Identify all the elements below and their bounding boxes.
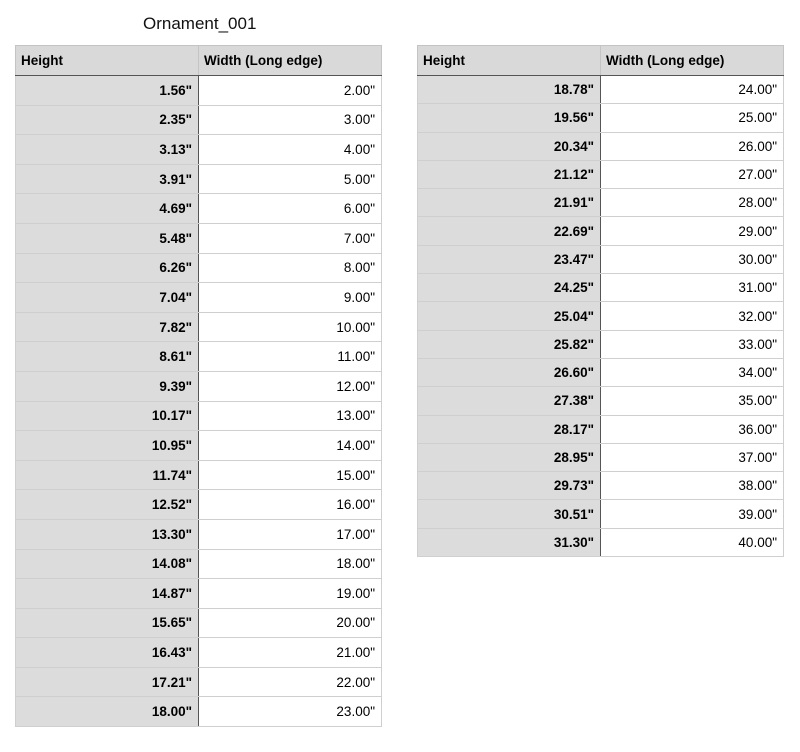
height-cell[interactable]: 25.82" bbox=[418, 330, 601, 358]
table-row bbox=[418, 104, 784, 132]
document-title: Ornament_001 bbox=[143, 14, 257, 33]
table-row bbox=[16, 312, 382, 342]
table-header-row bbox=[16, 46, 382, 76]
table-row bbox=[418, 274, 784, 302]
width-cell[interactable]: 13.00" bbox=[199, 401, 382, 431]
width-cell[interactable]: 40.00" bbox=[601, 528, 784, 556]
width-cell[interactable]: 38.00" bbox=[601, 472, 784, 500]
table-row bbox=[16, 579, 382, 609]
table-row bbox=[16, 697, 382, 727]
width-cell[interactable]: 20.00" bbox=[199, 608, 382, 638]
width-cell[interactable]: 23.00" bbox=[199, 697, 382, 727]
width-cell[interactable]: 19.00" bbox=[199, 579, 382, 609]
width-cell[interactable]: 8.00" bbox=[199, 253, 382, 283]
table-body-left bbox=[16, 76, 382, 727]
table-row bbox=[418, 189, 784, 217]
height-cell[interactable]: 15.65" bbox=[16, 608, 199, 638]
width-cell[interactable]: 10.00" bbox=[199, 312, 382, 342]
height-cell[interactable]: 9.39" bbox=[16, 371, 199, 401]
height-cell[interactable]: 4.69" bbox=[16, 194, 199, 224]
table-row bbox=[418, 245, 784, 273]
height-cell[interactable]: 25.04" bbox=[418, 302, 601, 330]
height-cell[interactable]: 5.48" bbox=[16, 223, 199, 253]
table-row bbox=[418, 387, 784, 415]
width-cell[interactable]: 33.00" bbox=[601, 330, 784, 358]
table-header-row bbox=[418, 46, 784, 76]
width-cell[interactable]: 24.00" bbox=[601, 76, 784, 104]
table-row bbox=[16, 76, 382, 106]
width-cell[interactable]: 15.00" bbox=[199, 460, 382, 490]
height-cell[interactable]: 22.69" bbox=[418, 217, 601, 245]
width-cell[interactable]: 9.00" bbox=[199, 283, 382, 313]
table-row bbox=[418, 160, 784, 188]
width-column-header[interactable]: Width (Long edge) bbox=[601, 46, 784, 76]
width-column-header[interactable]: Width (Long edge) bbox=[199, 46, 382, 76]
height-cell[interactable]: 19.56" bbox=[418, 104, 601, 132]
height-cell[interactable]: 21.12" bbox=[418, 160, 601, 188]
height-cell[interactable]: 29.73" bbox=[418, 472, 601, 500]
width-cell[interactable]: 21.00" bbox=[199, 638, 382, 668]
size-table-right bbox=[417, 45, 784, 557]
height-cell[interactable]: 27.38" bbox=[418, 387, 601, 415]
table-row bbox=[418, 472, 784, 500]
width-cell[interactable]: 28.00" bbox=[601, 189, 784, 217]
width-cell[interactable]: 32.00" bbox=[601, 302, 784, 330]
width-cell[interactable]: 3.00" bbox=[199, 105, 382, 135]
table-row bbox=[418, 415, 784, 443]
height-cell[interactable]: 31.30" bbox=[418, 528, 601, 556]
height-cell[interactable]: 28.95" bbox=[418, 443, 601, 471]
table-row bbox=[16, 105, 382, 135]
table-row bbox=[16, 638, 382, 668]
table-row bbox=[418, 500, 784, 528]
height-cell[interactable]: 20.34" bbox=[418, 132, 601, 160]
height-cell[interactable]: 3.13" bbox=[16, 135, 199, 165]
height-cell[interactable]: 3.91" bbox=[16, 164, 199, 194]
width-cell[interactable]: 37.00" bbox=[601, 443, 784, 471]
width-cell[interactable]: 22.00" bbox=[199, 667, 382, 697]
width-cell[interactable]: 30.00" bbox=[601, 245, 784, 273]
table-row bbox=[16, 164, 382, 194]
height-cell[interactable]: 12.52" bbox=[16, 490, 199, 520]
height-cell[interactable]: 6.26" bbox=[16, 253, 199, 283]
width-cell[interactable]: 25.00" bbox=[601, 104, 784, 132]
width-cell[interactable]: 4.00" bbox=[199, 135, 382, 165]
height-cell[interactable]: 7.82" bbox=[16, 312, 199, 342]
width-cell[interactable]: 18.00" bbox=[199, 549, 382, 579]
width-cell[interactable]: 7.00" bbox=[199, 223, 382, 253]
width-cell[interactable]: 26.00" bbox=[601, 132, 784, 160]
height-cell[interactable]: 10.17" bbox=[16, 401, 199, 431]
table-row bbox=[16, 371, 382, 401]
height-cell[interactable]: 1.56" bbox=[16, 76, 199, 106]
table-row bbox=[418, 528, 784, 556]
table-row bbox=[16, 342, 382, 372]
width-cell[interactable]: 16.00" bbox=[199, 490, 382, 520]
size-table-left bbox=[15, 45, 382, 727]
width-cell[interactable]: 5.00" bbox=[199, 164, 382, 194]
height-cell[interactable]: 28.17" bbox=[418, 415, 601, 443]
table-row bbox=[16, 608, 382, 638]
height-cell[interactable]: 21.91" bbox=[418, 189, 601, 217]
height-cell[interactable]: 8.61" bbox=[16, 342, 199, 372]
table-row bbox=[418, 443, 784, 471]
height-cell[interactable]: 30.51" bbox=[418, 500, 601, 528]
width-cell[interactable]: 11.00" bbox=[199, 342, 382, 372]
table-row bbox=[16, 223, 382, 253]
height-cell[interactable]: 17.21" bbox=[16, 667, 199, 697]
height-cell[interactable]: 23.47" bbox=[418, 245, 601, 273]
height-cell[interactable]: 18.00" bbox=[16, 697, 199, 727]
table-row bbox=[16, 490, 382, 520]
height-cell[interactable]: 2.35" bbox=[16, 105, 199, 135]
height-cell[interactable]: 10.95" bbox=[16, 431, 199, 461]
width-cell[interactable]: 34.00" bbox=[601, 358, 784, 386]
table-row bbox=[418, 76, 784, 104]
height-cell[interactable]: 14.08" bbox=[16, 549, 199, 579]
width-cell[interactable]: 31.00" bbox=[601, 274, 784, 302]
height-cell[interactable]: 24.25" bbox=[418, 274, 601, 302]
table-row bbox=[16, 667, 382, 697]
height-cell[interactable]: 11.74" bbox=[16, 460, 199, 490]
table-body-right bbox=[418, 76, 784, 557]
table-row bbox=[16, 253, 382, 283]
table-row bbox=[16, 519, 382, 549]
table-row bbox=[418, 330, 784, 358]
height-cell[interactable]: 18.78" bbox=[418, 76, 601, 104]
height-cell[interactable]: 26.60" bbox=[418, 358, 601, 386]
width-cell[interactable]: 29.00" bbox=[601, 217, 784, 245]
table-row bbox=[418, 217, 784, 245]
width-cell[interactable]: 12.00" bbox=[199, 371, 382, 401]
height-cell[interactable]: 13.30" bbox=[16, 519, 199, 549]
height-cell[interactable]: 7.04" bbox=[16, 283, 199, 313]
width-cell[interactable]: 36.00" bbox=[601, 415, 784, 443]
width-cell[interactable]: 35.00" bbox=[601, 387, 784, 415]
table-row bbox=[16, 431, 382, 461]
table-row bbox=[16, 283, 382, 313]
table-row bbox=[16, 460, 382, 490]
table-row bbox=[418, 132, 784, 160]
table-row bbox=[16, 549, 382, 579]
table-row bbox=[16, 401, 382, 431]
width-cell[interactable]: 14.00" bbox=[199, 431, 382, 461]
height-column-header[interactable]: Height bbox=[418, 46, 601, 76]
table-row bbox=[418, 302, 784, 330]
table-row bbox=[16, 135, 382, 165]
width-cell[interactable]: 2.00" bbox=[199, 76, 382, 106]
table-row bbox=[16, 194, 382, 224]
height-cell[interactable]: 16.43" bbox=[16, 638, 199, 668]
width-cell[interactable]: 6.00" bbox=[199, 194, 382, 224]
height-column-header[interactable]: Height bbox=[16, 46, 199, 76]
width-cell[interactable]: 27.00" bbox=[601, 160, 784, 188]
height-cell[interactable]: 14.87" bbox=[16, 579, 199, 609]
table-row bbox=[418, 358, 784, 386]
width-cell[interactable]: 17.00" bbox=[199, 519, 382, 549]
width-cell[interactable]: 39.00" bbox=[601, 500, 784, 528]
